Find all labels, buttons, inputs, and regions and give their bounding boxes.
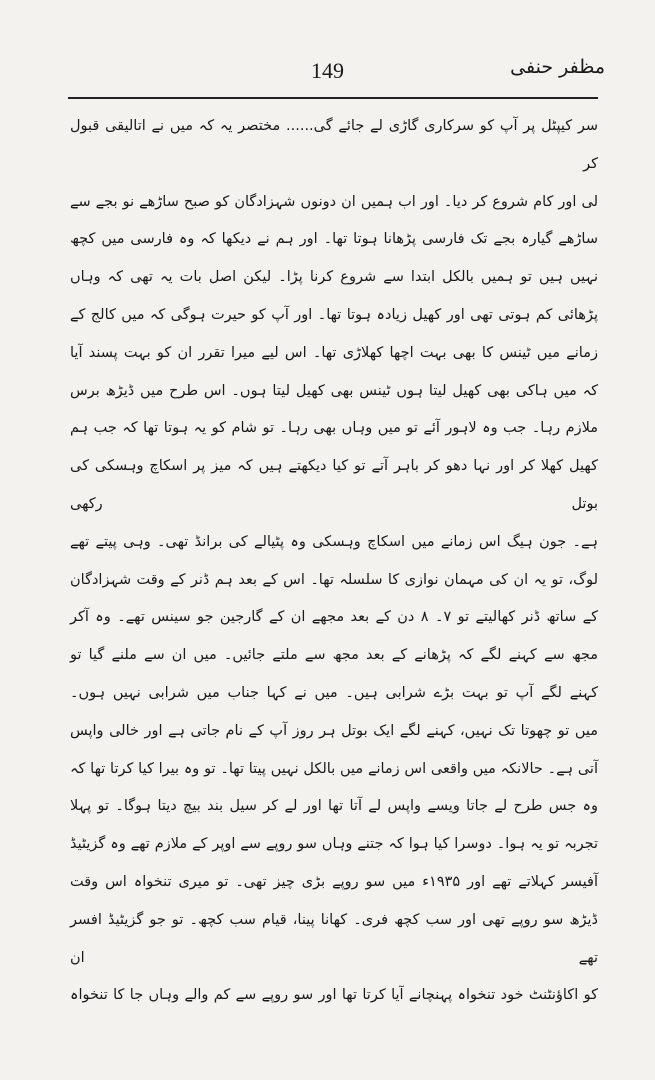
text-line: کو اکاؤنٹنٹ خود تنخواہ پہنچانے آیا کرتا تھا اور سو روپے سے کم والے وہاں جا کا تنخواہ <box>70 987 598 1004</box>
text-line: آتی ہے۔ حالانکہ میں واقعی اس زمانے میں بالکل نہیں پیتا تھا۔ تو وہ بیرا کیا کرتا تھا کہ <box>70 760 598 777</box>
text-line: آفیسر کہلاتے تھے اور ۱۹۳۵ء میں سو روپے بڑی چیز تھی۔ تو میری تنخواہ اس وقت <box>70 873 598 890</box>
text-line: وہ جس طرح لے جاتا ویسے واپس لے آتا تھا اور لے کر سیل بند بیچ دیتا ہوگا۔ تو پہلا <box>70 798 598 815</box>
text-line: کھیل کھلا کر اور نہا دھو کر باہر آتے تو کیا دیکھتے ہیں کہ میز پر اسکاچ وہسکی کی بوتل رکھی <box>70 458 598 512</box>
text-line: میں تو چھوتا تک نہیں، کہنے لگے ایک بوتل ہر روز آپ کے نام جاتی ہے اور خالی واپس <box>70 722 598 739</box>
text-line: تجربہ تو یہ ہوا۔ دوسرا کیا ہوا کہ جتنے وہاں سو روپے سے اوپر کے ملازم تھے وہ گزیٹیڈ <box>70 836 598 853</box>
page-body <box>70 108 598 1015</box>
text-line: سر کیپٹل پر آپ کو سرکاری گاڑی لے جائے گی...... مختصر یہ کہ میں نے اتالیقی قبول کر <box>70 118 598 172</box>
text-line: کے ساتھ ڈنر کھالیتے تو ۷۔ ۸ دن کے بعد مجھے ان کے گارجین جو سینس تھے۔ وہ آکر <box>70 609 598 626</box>
header-rule <box>68 97 598 99</box>
text-line: نہیں ہیں تو ہمیں بالکل ابتدا سے شروع کرنا پڑا۔ لیکن اصل بات یہ تھی کہ وہاں <box>70 269 598 286</box>
text-line: پڑھائی کم ہوتی تھی اور کھیل زیادہ ہوتا تھا۔ اور آپ کو حیرت ہوگی کہ میں کالج کے <box>70 306 598 323</box>
text-line: ڈیڑھ سو روپے تھی اور سب کچھ فری۔ کھانا پینا، قیام سب کچھ۔ تو جو گزیٹیڈ افسر تھے ان <box>70 911 598 966</box>
text-line: کہنے لگے آپ تو بہت بڑے شرابی ہیں۔ میں نے کہا جناب میں شرابی نہیں ہوں۔ <box>70 684 598 701</box>
text-line: مجھ سے کہنے لگے کہ پڑھانے کے بعد مجھ سے ملتے جائیں۔ میں ان سے ملنے گیا تو <box>70 647 598 664</box>
page-number: 149 <box>311 58 344 83</box>
text-line: کہ میں ہاکی بھی کھیل لیتا ہوں ٹینس بھی کھیل لیتا ہوں۔ اس طرح میں ڈیڑھ برس <box>70 382 598 399</box>
text-line: لی اور کام شروع کر دیا۔ اور اب ہمیں ان دونوں شہزادگان کو صبح ساڑھے نو بجے سے <box>70 193 598 210</box>
text-line: ہے۔ جون ہیگ اس زمانے میں اسکاچ وہسکی وہ پٹیالے کی برانڈ تھی۔ وہی پیتے تھے <box>70 533 598 550</box>
text-line: زمانے میں ٹینس کا بھی بہت اچھا کھلاڑی تھا۔ اس لیے میرا تقرر ان کو بہت پسند آیا <box>70 344 598 361</box>
text-line: ساڑھے گیارہ بجے تک فارسی پڑھانا ہوتا تھا۔ اور ہم نے دیکھا کہ وہ فارسی میں کچھ <box>70 231 598 248</box>
text-line: لوگ، تو یہ ان کی مہمان نوازی کا سلسلہ تھا۔ اس کے بعد ہم ڈنر کے وقت شہزادگان <box>70 571 598 588</box>
text-line: ملازم رہا۔ جب وہ لاہور آئے تو میں وہاں بھی رہا۔ تو شام کو یہ ہوتا تھا کہ جب ہم <box>70 420 598 437</box>
running-head-author: مظفر حنفی <box>510 56 605 78</box>
